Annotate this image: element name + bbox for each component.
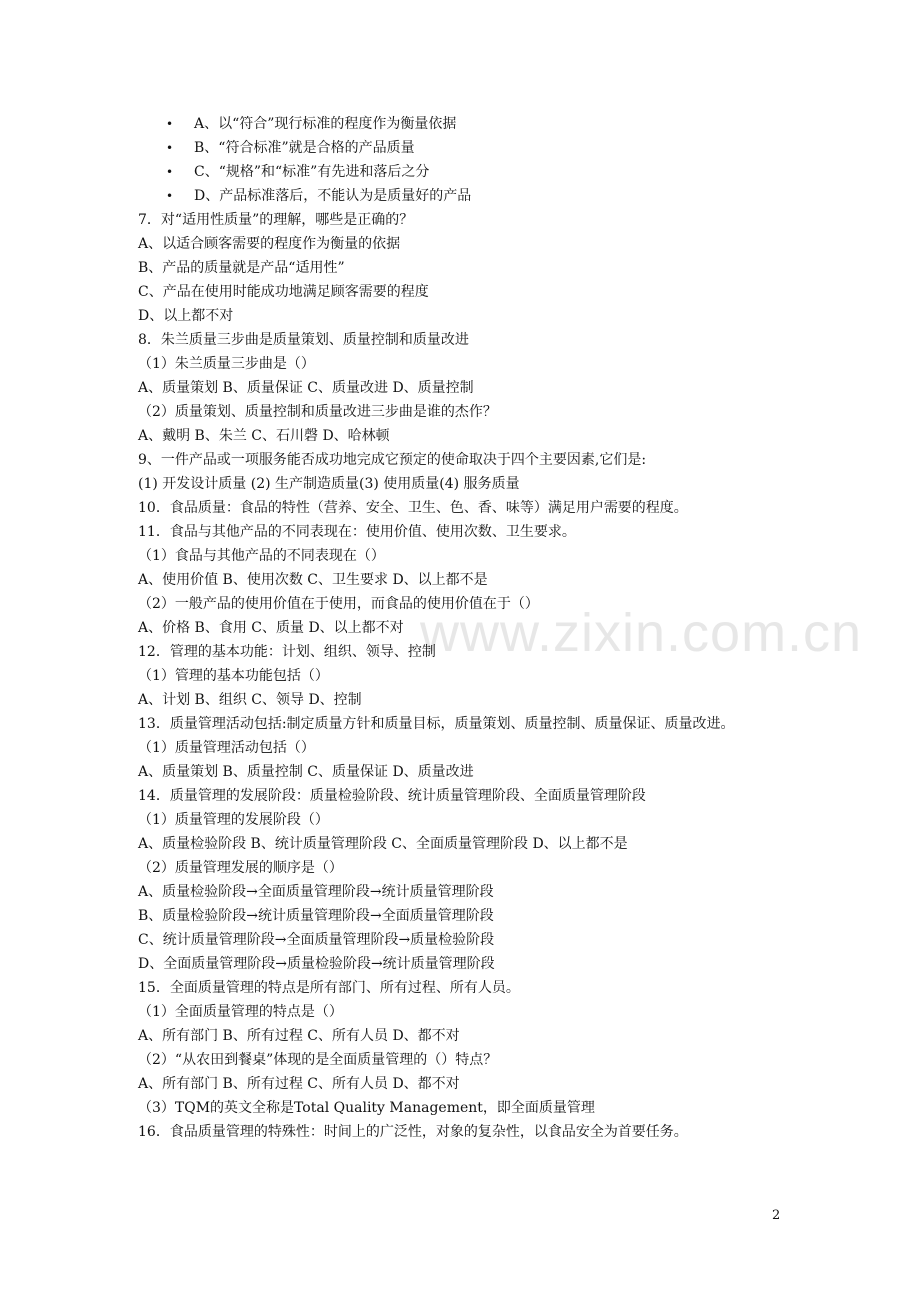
question-heading: 7．对“适用性质量”的理解，哪些是正确的？ — [138, 212, 414, 228]
sub-question: （3）TQM的英文全称是Total Quality Management，即全面质量管理 — [138, 1100, 595, 1116]
sub-question: （1）全面质量管理的特点是（） — [138, 1004, 343, 1020]
option-line: D、全面质量管理阶段→质量检验阶段→统计质量管理阶段 — [138, 956, 495, 972]
question-heading: 10．食品质量：食品的特性（营养、安全、卫生、色、香、味等）满足用户需要的程度。 — [138, 500, 688, 516]
question-heading: 15．全面质量管理的特点是所有部门、所有过程、所有人员。 — [138, 980, 520, 996]
question-heading: 8．朱兰质量三步曲是质量策划、质量控制和质量改进 — [138, 332, 469, 348]
sub-question: （2）质量策划、质量控制和质量改进三步曲是谁的杰作？ — [138, 404, 497, 420]
sub-question: （2）质量管理发展的顺序是（） — [138, 860, 343, 876]
option-line: B、质量检验阶段→统计质量管理阶段→全面质量管理阶段 — [138, 908, 494, 924]
question-heading: 11．食品与其他产品的不同表现在：使用价值、使用次数、卫生要求。 — [138, 524, 576, 540]
question-heading: 13．质量管理活动包括:制定质量方针和质量目标，质量策划、质量控制、质量保证、质量改进。 — [138, 716, 735, 732]
option-line: A、质量策划 B、质量控制 C、质量保证 D、质量改进 — [138, 764, 474, 780]
option-line: D、以上都不对 — [138, 308, 234, 324]
sub-question: （1）食品与其他产品的不同表现在（） — [138, 548, 385, 564]
option-line: C、产品在使用时能成功地满足顾客需要的程度 — [138, 284, 429, 300]
question-heading: 16．食品质量管理的特殊性：时间上的广泛性，对象的复杂性，以食品安全为首要任务。 — [138, 1124, 688, 1140]
bullet-list — [166, 112, 471, 208]
list-item — [166, 136, 471, 160]
sub-question: （1）朱兰质量三步曲是（） — [138, 356, 315, 372]
bullet-text: D、产品标准落后，不能认为是质量好的产品 — [194, 188, 472, 204]
sub-question: （1）质量管理活动包括（） — [138, 740, 315, 756]
option-line: A、质量检验阶段 B、统计质量管理阶段 C、全面质量管理阶段 D、以上都不是 — [138, 836, 628, 852]
sub-question: （1）管理的基本功能包括（） — [138, 668, 329, 684]
option-line: C、统计质量管理阶段→全面质量管理阶段→质量检验阶段 — [138, 932, 495, 948]
bullet-icon: • — [166, 165, 174, 179]
option-line: A、价格 B、食用 C、质量 D、以上都不对 — [138, 620, 404, 636]
bullet-icon: • — [166, 141, 174, 155]
question-heading: 12．管理的基本功能：计划、组织、领导、控制 — [138, 644, 436, 660]
option-line: A、所有部门 B、所有过程 C、所有人员 D、都不对 — [138, 1076, 460, 1092]
option-line: A、计划 B、组织 C、领导 D、控制 — [138, 692, 362, 708]
sub-question: （1）质量管理的发展阶段（） — [138, 812, 329, 828]
document-body — [138, 208, 788, 1144]
option-line: A、使用价值 B、使用次数 C、卫生要求 D、以上都不是 — [138, 572, 488, 588]
sub-question: （2）一般产品的使用价值在于使用，而食品的使用价值在于（） — [138, 596, 539, 612]
bullet-icon: • — [166, 117, 174, 131]
question-heading: 9、一件产品或一项服务能否成功地完成它预定的使命取决于四个主要因素,它们是: — [138, 452, 647, 468]
page-number: 2 — [772, 1208, 781, 1223]
option-line: A、质量检验阶段→全面质量管理阶段→统计质量管理阶段 — [138, 884, 494, 900]
list-item — [166, 160, 471, 184]
option-line: A、所有部门 B、所有过程 C、所有人员 D、都不对 — [138, 1028, 460, 1044]
bullet-icon: • — [166, 189, 174, 203]
watermark: www.zixin.com.cn — [420, 603, 863, 663]
list-item — [166, 184, 471, 208]
option-line: A、戴明 B、朱兰 C、石川磬 D、哈林顿 — [138, 428, 390, 444]
list-item — [166, 112, 471, 136]
option-line: A、以适合顾客需要的程度作为衡量的依据 — [138, 236, 401, 252]
bullet-text: B、“符合标准”就是合格的产品质量 — [194, 140, 415, 156]
question-heading: 14．质量管理的发展阶段：质量检验阶段、统计质量管理阶段、全面质量管理阶段 — [138, 788, 646, 804]
sub-question: （2）“从农田到餐桌”体现的是全面质量管理的（）特点？ — [138, 1052, 498, 1068]
option-line: (1) 开发设计质量 (2) 生产制造质量(3) 使用质量(4) 服务质量 — [138, 476, 520, 492]
option-line: A、质量策划 B、质量保证 C、质量改进 D、质量控制 — [138, 380, 474, 396]
bullet-text: A、以“符合”现行标准的程度作为衡量依据 — [194, 116, 457, 132]
bullet-text: C、“规格”和“标准”有先进和落后之分 — [194, 164, 430, 180]
option-line: B、产品的质量就是产品“适用性” — [138, 260, 345, 276]
